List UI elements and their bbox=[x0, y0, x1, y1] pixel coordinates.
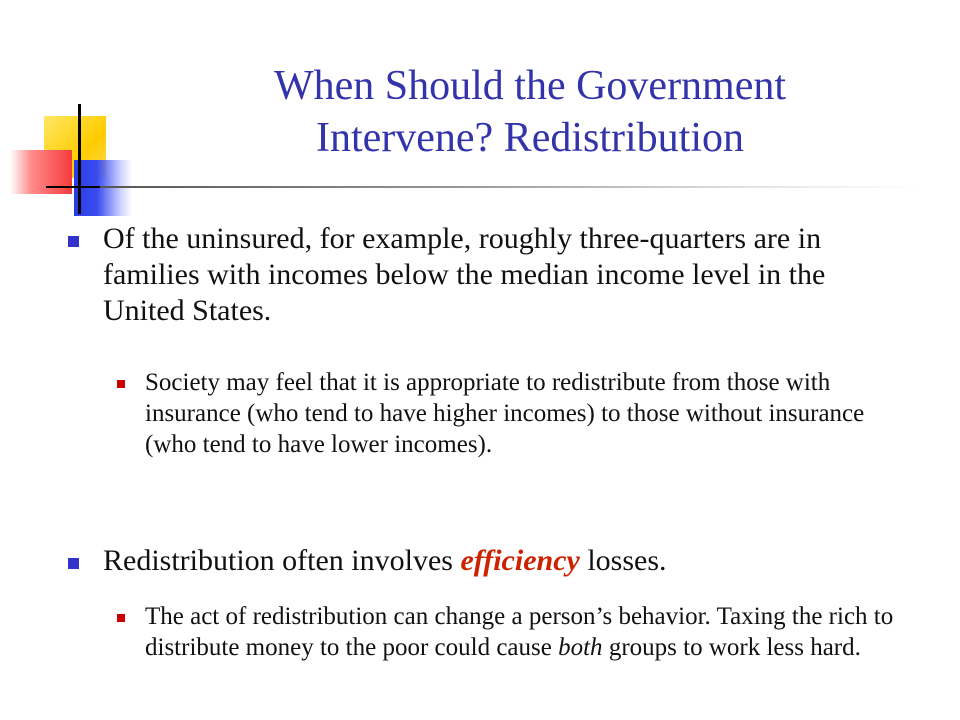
bullet-marker-icon bbox=[68, 236, 79, 247]
logo-blue-square bbox=[74, 160, 132, 216]
bullet-efficiency bbox=[103, 543, 903, 579]
sub-bullet-behavior-text-before: The act of redistribution can change a person’s behavior. Taxing the rich to distribute money to the poor could cause bbox=[145, 603, 894, 661]
bullet-uninsured: Of the uninsured, for example, roughly three-quarters are in families with incomes below the median income level in the United States. bbox=[103, 222, 826, 327]
sub-bullet-redistribute: Society may feel that it is appropriate to redistribute from those with insurance (who tend to have higher incomes) to those without insurance (who tend to have lower incomes). bbox=[145, 369, 865, 458]
logo-vertical-line bbox=[78, 104, 81, 214]
sub-bullet-behavior-text-after: groups to work less hard. bbox=[602, 634, 861, 661]
slide-logo-decoration bbox=[0, 0, 140, 230]
bullet-efficiency-emphasis: efficiency bbox=[460, 544, 580, 577]
bullet-marker-icon bbox=[68, 558, 79, 569]
sub-bullet-behavior-emphasis: both bbox=[558, 634, 603, 661]
sub-bullet-marker-icon bbox=[117, 380, 125, 388]
slide-title-line-1: When Should the Government bbox=[273, 63, 787, 109]
slide-title bbox=[150, 60, 910, 164]
bullet-efficiency-text-after: losses. bbox=[579, 544, 667, 577]
slide-title-line-2: Intervene? Redistribution bbox=[315, 115, 745, 161]
sub-bullet-marker-icon bbox=[117, 614, 125, 622]
title-divider bbox=[100, 186, 920, 188]
bullet-efficiency-text-before: Redistribution often involves bbox=[103, 544, 461, 577]
sub-bullet-behavior bbox=[145, 601, 915, 663]
